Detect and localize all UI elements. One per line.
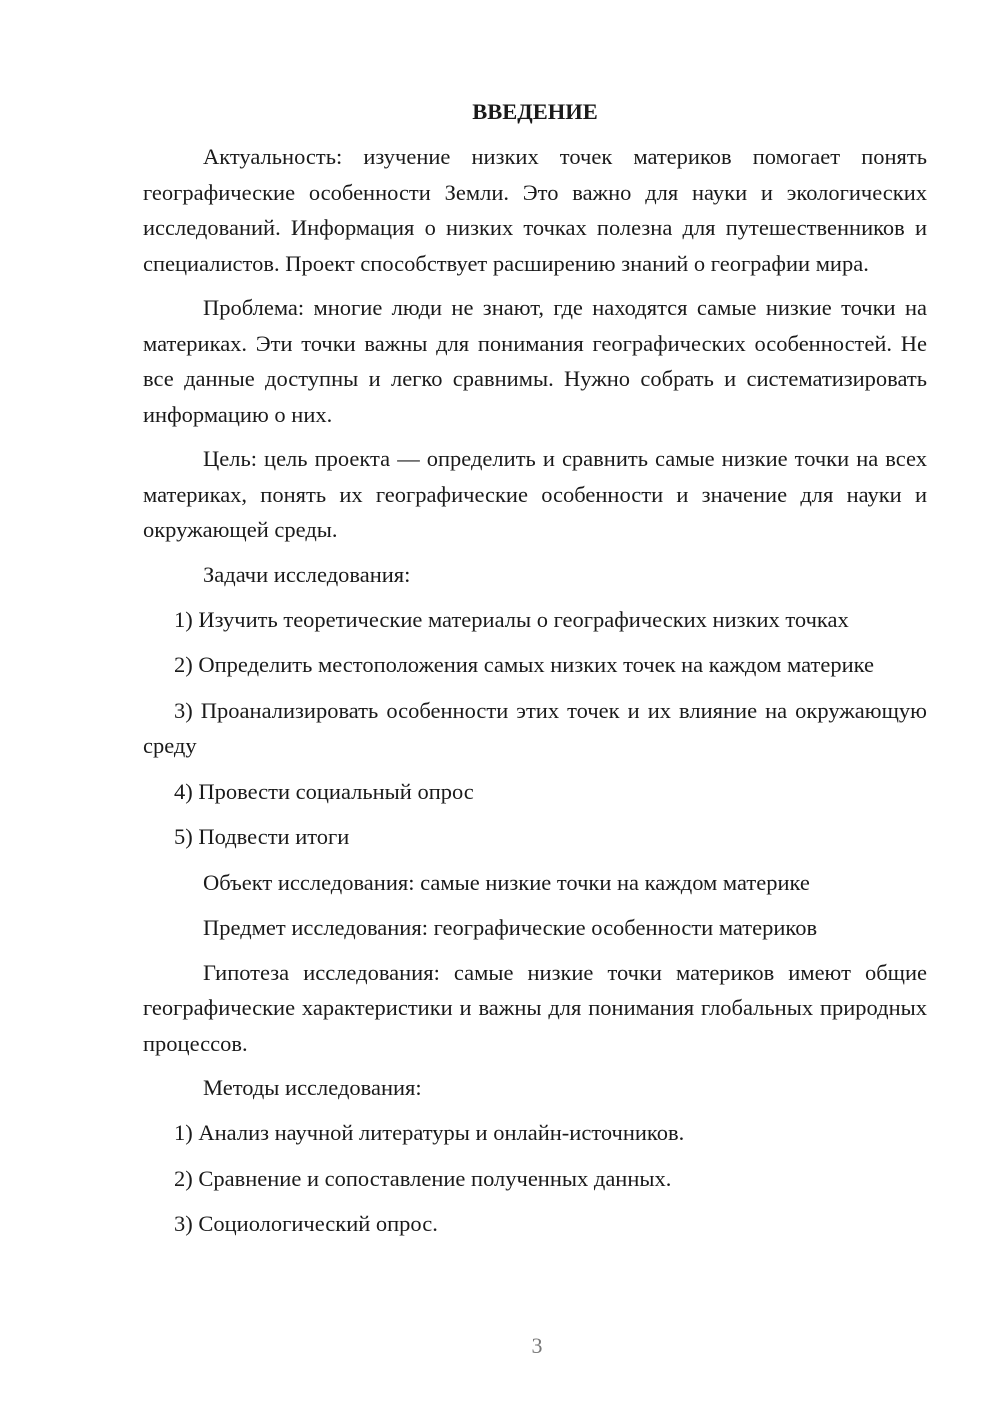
task-item-5: 5) Подвести итоги — [174, 824, 350, 849]
hypothesis-paragraph: Гипотеза исследования: самые низкие точки материков имеют общие географические характеристики и важны для понимания глобальных природных процессов. — [143, 959, 927, 1056]
task-item-1: 1) Изучить теоретические материалы о географических низких точках — [174, 606, 849, 632]
problem-paragraph: Проблема: многие люди не знают, где находятся самые низкие точки на материках. Эти точки важны для понимания географических особенностей. Не все данные доступны и легко сравнимы. Нужно собрать и систематизировать информацию о них. — [143, 295, 927, 427]
task-item-2: 2) Определить местоположения самых низких точек на каждом материке — [174, 652, 875, 677]
relevance-paragraph: Актуальность: изучение низких точек материков помогает понять географические особенности Земли. Это важно для науки и экологических исследований. Информация о низких точках полезна для путешественников и специалистов. Проект способствует расширению знаний о географии мира. — [143, 144, 927, 276]
research-subject: Предмет исследования: географические особенности материков — [203, 914, 818, 940]
task-item-3: 3) Проанализировать особенности этих точек и их влияние на окружающую среду — [143, 697, 927, 758]
method-item-1: 1) Анализ научной литературы и онлайн-источников. — [174, 1120, 685, 1145]
task-item-4: 4) Провести социальный опрос — [174, 778, 474, 804]
method-item-2: 2) Сравнение и сопоставление полученных данных. — [174, 1165, 672, 1191]
tasks-list — [143, 602, 927, 855]
page-number: 3 — [531, 1333, 543, 1358]
document-body — [143, 94, 927, 1252]
tasks-heading: Задачи исследования: — [203, 561, 411, 587]
methods-list — [143, 1115, 927, 1242]
research-object: Объект исследования: самые низкие точки на каждом материке — [203, 869, 810, 895]
section-title: ВВЕДЕНИЕ — [472, 99, 598, 124]
methods-heading: Методы исследования: — [203, 1075, 422, 1100]
method-item-3: 3) Социологический опрос. — [174, 1211, 438, 1236]
goal-paragraph: Цель: цель проекта — определить и сравнить самые низкие точки на всех материках, понять их географические особенности и значение для науки и окружающей среды. — [143, 446, 927, 542]
